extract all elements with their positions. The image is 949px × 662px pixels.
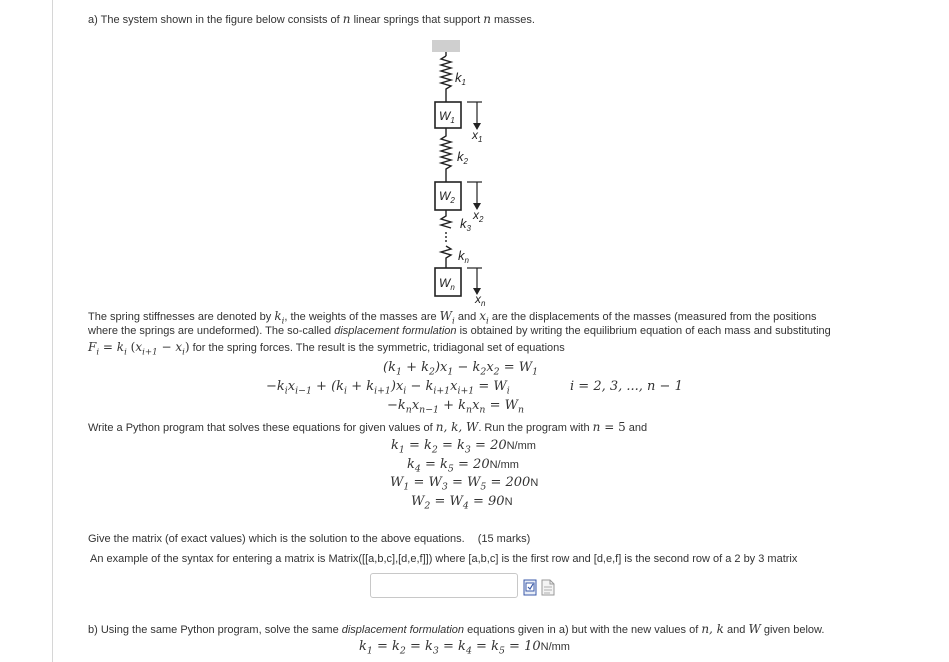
label-w2: $W_2$ <box>439 189 455 205</box>
label-x1: $x_1$ <box>472 128 483 144</box>
given-value-w24: $W_2 = W_4 = 90N$ <box>411 494 513 512</box>
label-k2: $k_2$ <box>457 149 468 166</box>
marks-label: (15 marks) <box>477 533 531 545</box>
given-value-k45: $k_4 = k_5 = 20N/mm$ <box>407 457 519 475</box>
spring-force-formula: $F_i = k_i$ $(x_{i+1} - x_i)$ <box>88 340 190 358</box>
equation-first: $(k_1 + k_2)x_1 - k_2x_2 = W_1$ <box>383 360 539 378</box>
spring-k3 <box>441 210 451 228</box>
label-k1: $k_1$ <box>455 70 466 87</box>
equation-range: i = 2, 3, ..., n − 1 <box>570 379 683 394</box>
label-k3: $k_3$ <box>460 216 471 233</box>
preview-icon[interactable] <box>523 579 537 596</box>
given-value-w135: $W_1 = W_3 = W_5 = 200N$ <box>390 475 539 493</box>
description-line-3: $F_i = k_i$ $(x_{i+1} - x_i)$ for the spring forces. The result is the symmetric, tridiagonal set of equations <box>88 340 565 358</box>
spring-mass-figure <box>400 38 520 308</box>
label-w1: $W_1$ <box>439 109 455 125</box>
equation-last: $-k_nx_{n-1} + k_nx_n = W_n$ <box>387 398 525 416</box>
matrix-syntax-hint: An example of the syntax for entering a matrix is Matrix([[a,b,c],[d,e,f]]) where [a,b,c] is the first row and [d,e,f] is the second row of a 2 by 3 matrix <box>90 553 798 565</box>
spring-k1 <box>441 56 451 102</box>
task-instruction: Write a Python program that solves these equations for given values of n, k, W. Run the program with n = 5 and <box>88 420 648 434</box>
label-wn: $W_n$ <box>439 276 455 292</box>
label-x2: $x_2$ <box>473 208 484 224</box>
description-line-1: The spring stiffnesses are denoted by $k_i$, the weights of the masses are $W_i$ and $x_i$ are the displacements of the masses (measured from the positions <box>88 309 817 327</box>
part-a-intro: a) The system shown in the figure below consists of n linear springs that support n masses. <box>88 12 535 26</box>
answer-input[interactable] <box>370 573 518 598</box>
description-line-2: where the springs are undeformed). The so-called displacement formulation is obtained by writing the equilibrium equation of each mass and substituting <box>88 325 831 337</box>
spring-kn <box>441 246 451 268</box>
format-help-icon[interactable] <box>541 579 555 596</box>
spring-k2 <box>441 128 451 182</box>
fixed-support <box>432 40 460 52</box>
left-border <box>52 0 53 662</box>
label-kn: $k_n$ <box>458 248 469 265</box>
part-b-value-k: $k_1 = k_2 = k_3 = k_4 = k_5 = 10N/mm$ <box>359 639 570 657</box>
given-value-k123: $k_1 = k_2 = k_3 = 20N/mm$ <box>391 438 536 456</box>
question-prompt: Give the matrix (of exact values) which is the solution to the above equations. (15 marks) <box>88 533 531 545</box>
equation-general: $-k_ix_{i-1} + (k_i + k_{i+1})x_i - k_{i+1}x_{i+1} = W_i$ <box>266 379 510 397</box>
part-b-intro: b) Using the same Python program, solve the same displacement formulation equations given in a) but with the new values of n, k and W given below. <box>88 622 825 636</box>
label-xn: $x_n$ <box>475 292 486 308</box>
